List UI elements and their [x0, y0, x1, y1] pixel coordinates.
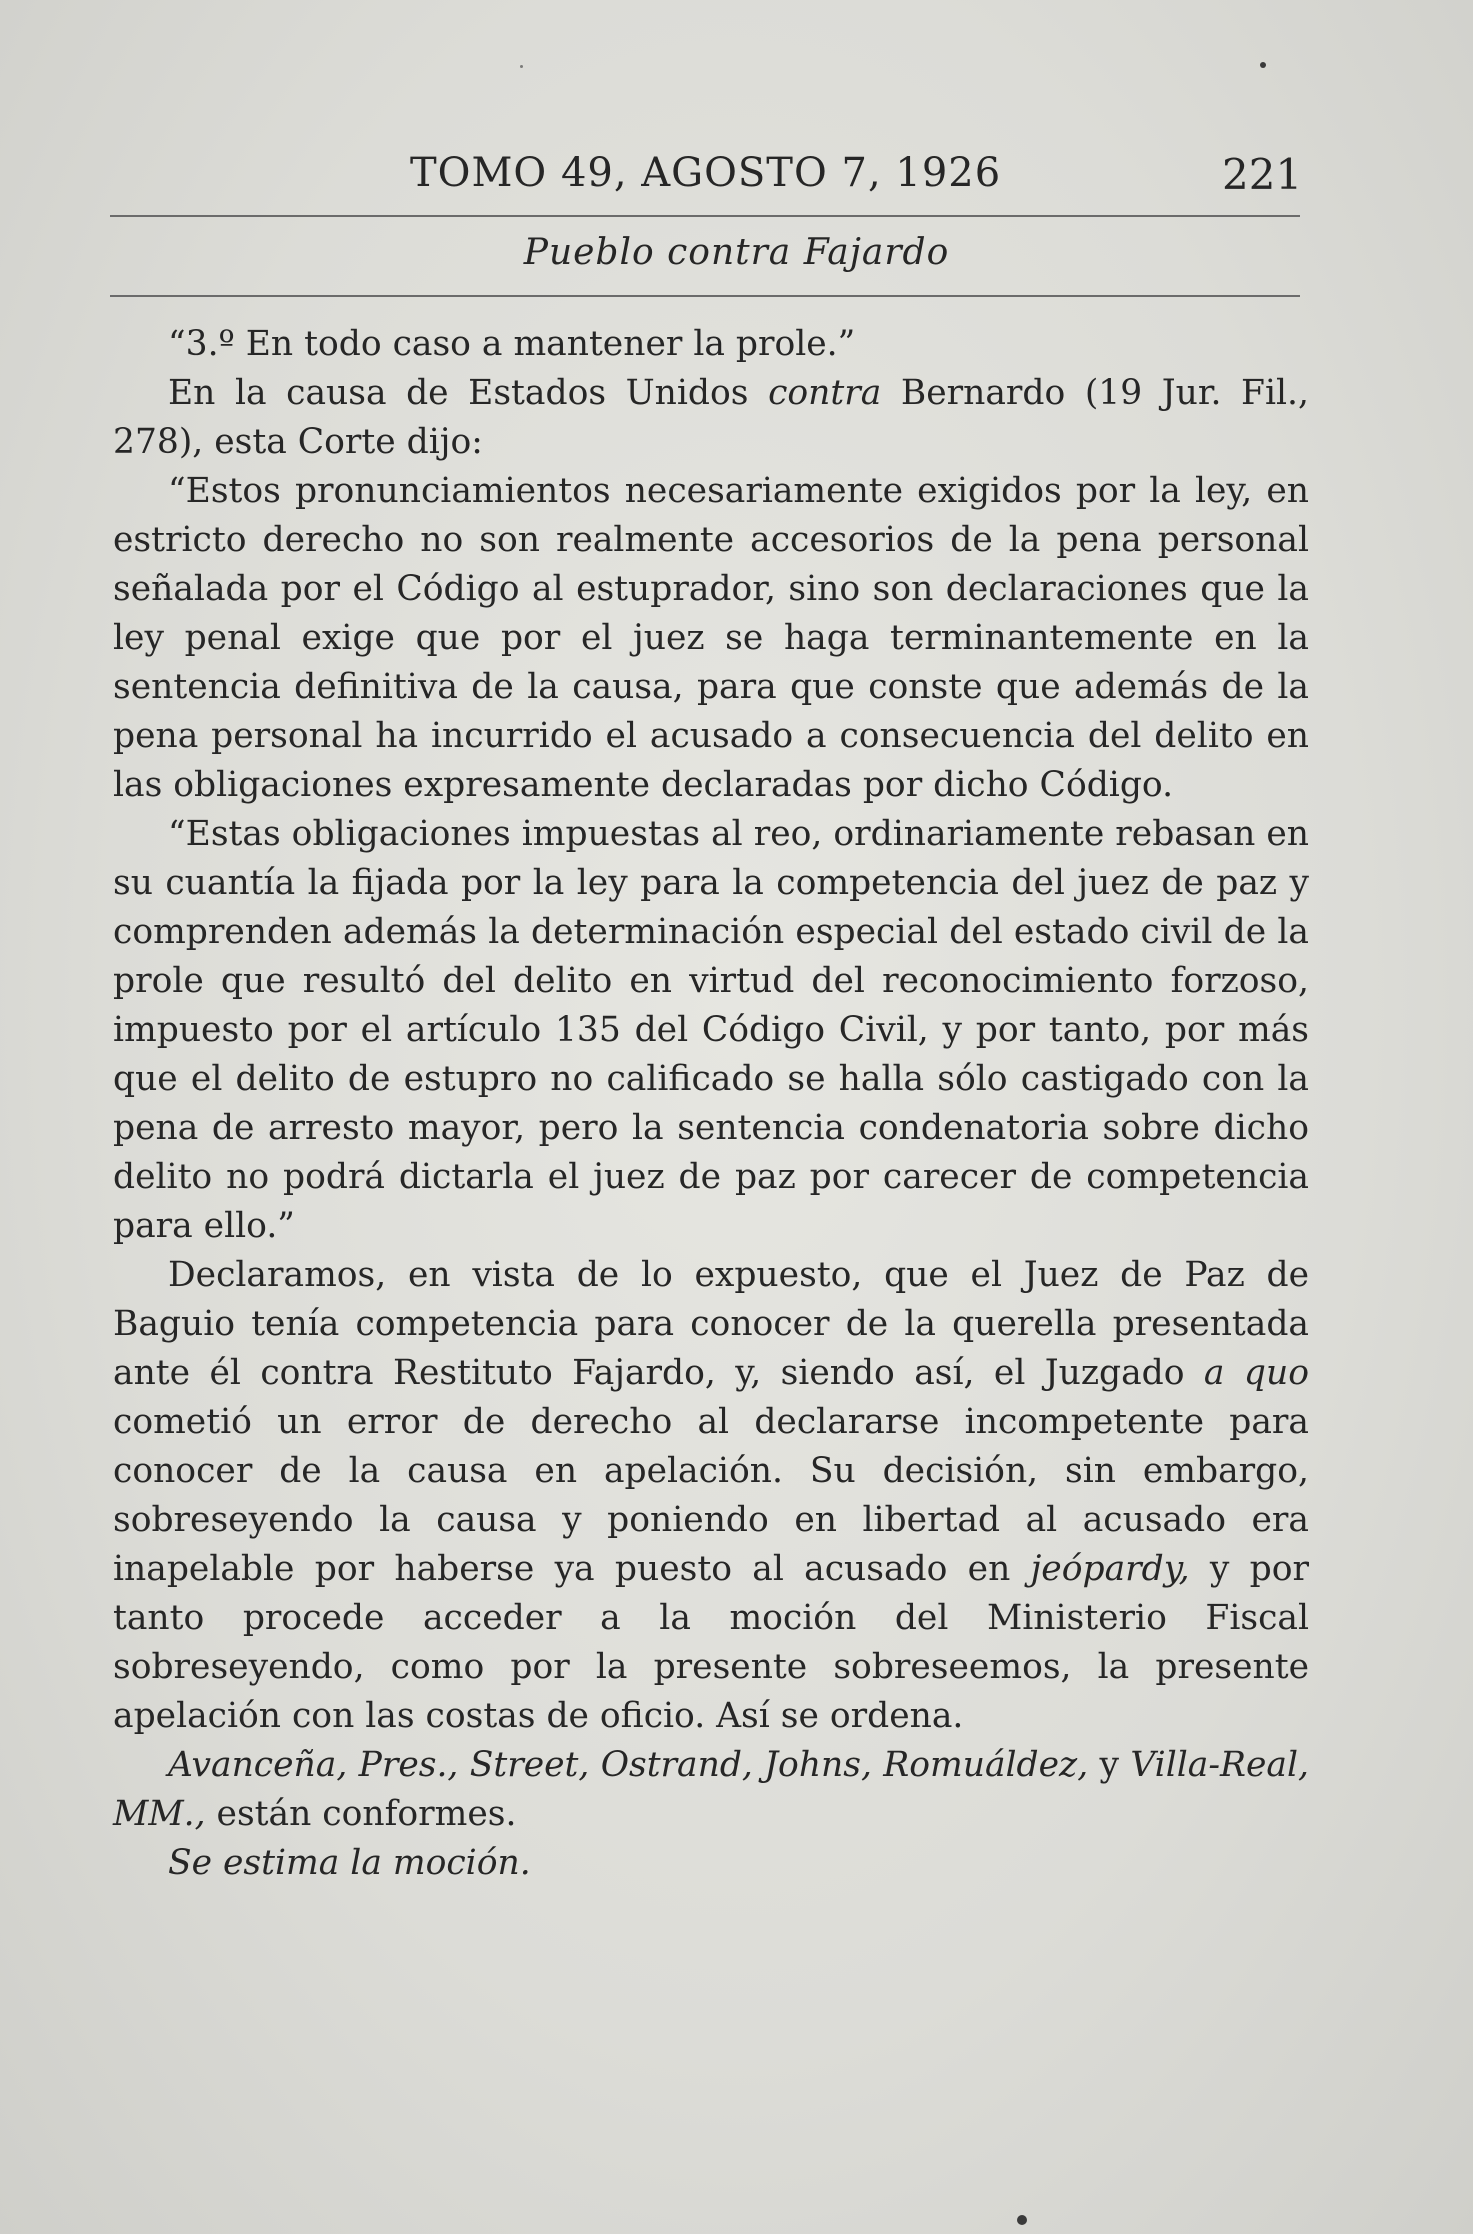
italic-segment: a quo: [1203, 1353, 1309, 1393]
text-segment: y: [1088, 1745, 1131, 1785]
paragraph-quote-obligation: “3.º En todo caso a mantener la prole.”: [168, 324, 856, 364]
text-segment: Declaramos, en vista de lo expuesto, que el Juez de Paz de Baguio tenía competencia para conocer de la querella presentada ante él contra Restituto Fajardo, y, siendo así, el Juzgado: [113, 1255, 1309, 1393]
paragraph-concurrence: [113, 1741, 1309, 1839]
text-segment: En la causa de Estados Unidos: [168, 373, 769, 413]
header-rule-top: [110, 215, 1300, 217]
text-segment: y por tanto procede acceder a la moción del Ministerio Fiscal sobreseyendo, como por la presente sobreseemos, la presente apelación con las costas de oficio. Así se ordena.: [113, 1549, 1309, 1736]
text-segment: Bernardo (19 Jur. Fil., 278), esta Corte dijo:: [113, 373, 1309, 462]
paragraph-quote-pronouncements: “Estos pronunciamientos necesariamente exigidos por la ley, en estricto derecho no son realmente accesorios de la pena personal señalada por el Código al estuprador, sino son declaraciones que la ley penal exige que por el juez se haga terminantemente en la sentencia definitiva de la causa, para que conste que además de la pena personal ha incurrido el acusado a consecuencia del delito en las obligaciones expresamente declaradas por dicho Código.: [113, 471, 1309, 805]
paragraph-disposition: Se estima la moción.: [168, 1843, 531, 1883]
italic-segment: Villa-Real, MM.,: [113, 1745, 1309, 1834]
text-segment: están conformes.: [205, 1794, 517, 1834]
print-speck: [520, 65, 523, 68]
italic-segment: Avanceña, Pres., Street, Ostrand, Johns, Romuáldez,: [168, 1745, 1089, 1785]
print-speck: [1017, 2215, 1027, 2225]
text-segment: cometió un error de derecho al declararse incompetente para conocer de la causa en apelación. Su decisión, sin embargo, sobreseyendo la causa y poniendo en libertad al acusado era inapelable por haberse ya puesto al acusado en: [113, 1402, 1309, 1589]
page-number: 221: [1222, 150, 1303, 199]
paragraph-quote-obligations: “Estas obligaciones impuestas al reo, ordinariamente rebasan en su cuantía la fijada por la ley para la competencia del juez de paz y comprenden además la determinación especial del estado civil de la prole que resultó del delito en virtud del reconocimiento forzoso, impuesto por el artículo 135 del Código Civil, y por tanto, por más que el delito de estupro no calificado se halla sólo castigado con la pena de arresto mayor, pero la sentencia condenatoria sobre dicho delito no podrá dictarla el juez de paz por carecer de competencia para ello.”: [113, 814, 1309, 1246]
running-head: TOMO 49, AGOSTO 7, 1926: [410, 150, 1002, 196]
body-text: [113, 320, 1309, 1888]
italic-segment: contra: [768, 373, 882, 413]
paragraph-case-reference: [113, 369, 1309, 467]
header-rule-bottom: [110, 295, 1300, 297]
italic-segment: jeópardy,: [1030, 1549, 1190, 1589]
paragraph-ruling: [113, 1251, 1309, 1741]
print-speck: [1260, 62, 1266, 68]
case-title: Pueblo contra Fajardo: [523, 232, 950, 273]
